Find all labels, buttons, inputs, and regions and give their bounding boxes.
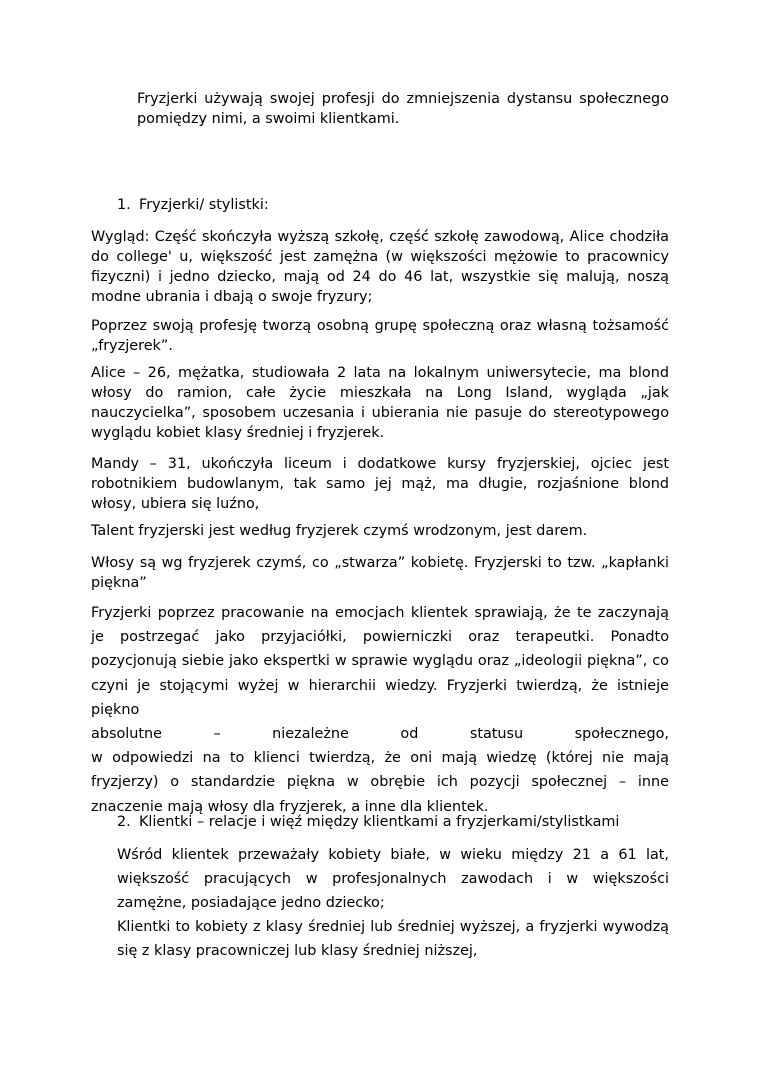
paragraph-clients-class: Klientki to kobiety z klasy średniej lub średniej wyższej, a fryzjerki wywodzą się z klasy pracowniczej lub klasy średniej niższej, [117, 919, 669, 960]
word: niezależne [272, 726, 349, 743]
paragraph-appearance: Wygląd: Część skończyła wyższą szkołę, część szkołę zawodową, Alice chodziła do college' u, większość jest zamężna (w większości mężowie to pracownicy fizyczni) i jedno dziecko, mają od 24 do 46 lat, wszystkie się malują, noszą modne ubrania i dbają o swoje fryzury; [91, 229, 669, 305]
paragraph-mandy: Mandy – 31, ukończyła liceum i dodatkowe kursy fryzjerskiej, ojciec jest robotnikiem budowlanym, tak samo jej mąż, ma długie, rozjaśnione blond włosy, ubiera się luźno, [91, 456, 669, 512]
intro-paragraph: Fryzjerki używają swojej profesji do zmniejszenia dystansu społecznego pomiędzy nimi, a swoimi klientkami. [137, 91, 669, 127]
paragraph-identity: Poprzez swoją profesję tworzą osobną grupę społeczną oraz własną tożsamość „fryzjerek”. [91, 318, 669, 354]
section-number: 1. [117, 197, 131, 213]
paragraph-hair: Włosy są wg fryzjerek czymś, co „stwarza” kobietę. Fryzjerski to tzw. „kapłanki piękna” [91, 555, 669, 591]
paragraph-clients-demographics: Wśród klientek przeważały kobiety białe, w wieku między 21 a 61 lat, większość pracujących w profesjonalnych zawodach i w większości zamężne, posiadające jedno dziecko; [117, 847, 669, 912]
paragraph-emotions-part2: w odpowiedzi na to klienci twierdzą, że oni mają wiedzę (której nie mają fryzjerzy) o standardzie piękna w obrębie ich pozycji społecznej – inne znaczenie mają włosy dla fryzjerek, a inne dla klientek. [91, 750, 669, 815]
word: od [400, 726, 419, 743]
word: statusu [469, 726, 524, 743]
word: społecznego, [574, 726, 669, 743]
paragraph-emotions [91, 601, 669, 819]
paragraph-alice: Alice – 26, mężatka, studiowała 2 lata na lokalnym uniwersytecie, ma blond włosy do ramion, całe życie mieszkała na Long Island, wygląda „jak nauczycielka”, sposobem uczesania i ubierania nie pasuje do stereotypowego wyglądu kobiet klasy średniej i fryzjerek. [91, 365, 669, 441]
paragraph-emotions-part1: Fryzjerki poprzez pracowanie na emocjach klientek sprawiają, że te zaczynają je postrzegać jako przyjaciółki, powierniczki oraz terapeutki. Ponadto pozycjonują siebie jako ekspertki w sprawie wyglądu oraz „ideologii piękna”, co czyni je stojącymi wyżej w hierarchii wiedzy. Fryzjerki twierdzą, że istnieje piękno [91, 605, 669, 718]
section-heading-1 [117, 195, 269, 215]
word: absolutne [91, 726, 162, 743]
paragraph-emotions-spread-line [91, 722, 669, 746]
paragraph-talent: Talent fryzjerski jest według fryzjerek czymś wrodzonym, jest darem. [91, 523, 588, 539]
word: – [213, 726, 221, 743]
section-title: Fryzjerki/ stylistki: [139, 197, 269, 213]
section-heading-2 [117, 812, 619, 832]
section-number: 2. [117, 814, 131, 830]
section-title: Klientki – relacje i więź między klientkami a fryzjerkami/stylistkami [139, 814, 620, 830]
